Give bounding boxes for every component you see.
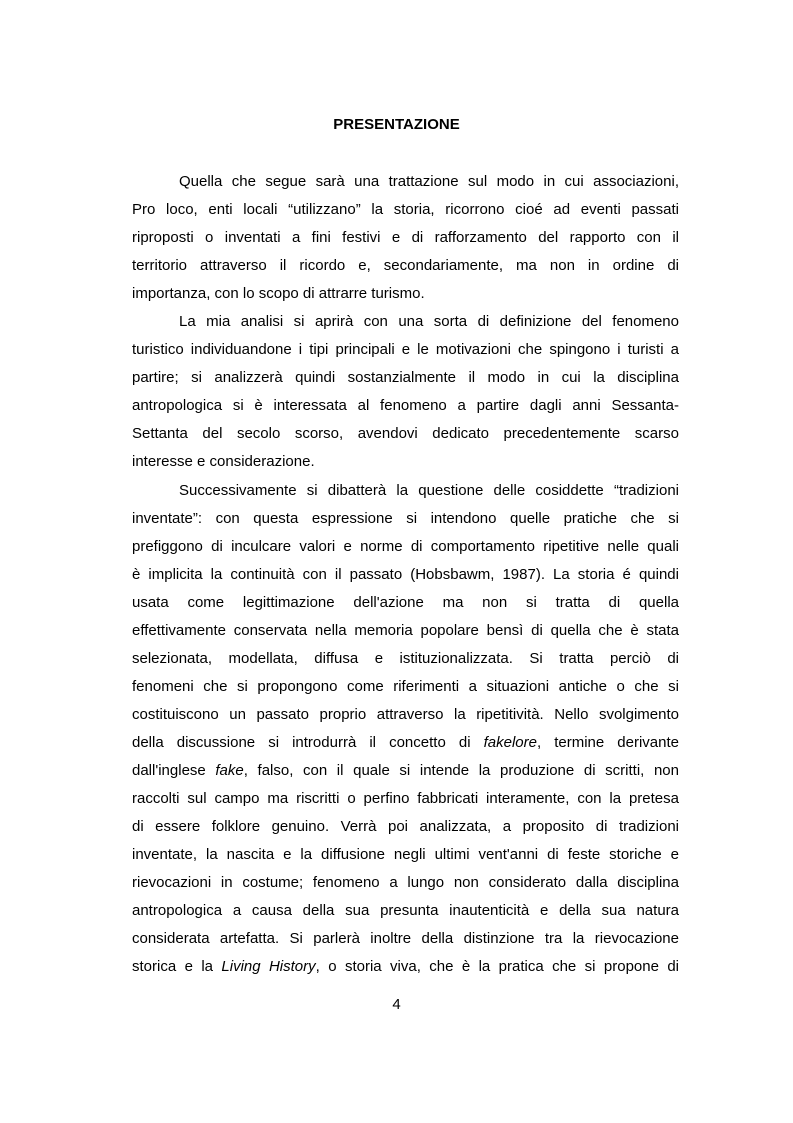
text-line: [132, 617, 679, 645]
text-segment: costituiscono un passato proprio attraverso la ripetitività. Nello svolgimento: [132, 705, 679, 723]
text-line: [132, 897, 679, 925]
text-line: [132, 785, 679, 813]
text-segment: di essere folklore genuino. Verrà poi analizzata, a proposito di tradizioni: [132, 818, 679, 836]
text-line: [132, 477, 679, 505]
page-number: 4: [392, 996, 401, 1013]
text-line: [132, 448, 679, 476]
text-segment: , o storia viva, che è la pratica che si propone di: [315, 958, 680, 976]
text-segment: importanza, con lo scopo di attrarre turismo.: [132, 285, 425, 303]
paragraph: [132, 168, 679, 308]
paragraph: [132, 308, 679, 476]
text-segment: inventate”: con questa espressione si intendono quelle pratiche che si: [132, 509, 679, 527]
text-line: [132, 168, 679, 196]
text-line: [132, 925, 679, 953]
text-segment: , falso, con il quale si intende la produzione di scritti, non: [243, 761, 679, 779]
text-line: [132, 561, 679, 589]
text-segment: interesse e considerazione.: [132, 453, 315, 471]
italic-term: fake: [215, 761, 244, 779]
text-segment: è implicita la continuità con il passato (Hobsbawm, 1987). La storia é quindi: [132, 565, 679, 583]
text-segment: usata come legittimazione dell'azione ma non si tratta di quella: [132, 593, 679, 611]
text-segment: territorio attraverso il ricordo e, secondariamente, ma non in ordine di: [132, 257, 679, 275]
text-segment: considerata artefatta. Si parlerà inoltre della distinzione tra la rievocazione: [132, 930, 679, 948]
text-segment: partire; si analizzerà quindi sostanzialmente il modo in cui la disciplina: [132, 369, 679, 387]
text-line: [132, 645, 679, 673]
text-line: [132, 953, 679, 981]
text-segment: Successivamente si dibatterà la questione delle cosiddette “tradizioni: [179, 481, 679, 499]
text-segment: turistico individuandone i tipi principali e le motivazioni che spingono i turisti a: [132, 341, 679, 359]
text-segment: Settanta del secolo scorso, avendovi dedicato precedentemente scarso: [132, 425, 679, 443]
page-title: PRESENTAZIONE: [333, 116, 460, 133]
text-line: [132, 841, 679, 869]
text-line: [132, 364, 679, 392]
text-line: [132, 224, 679, 252]
text-line: [132, 392, 679, 420]
text-segment: Pro loco, enti locali “utilizzano” la storia, ricorrono cioé ad eventi passati: [132, 201, 679, 219]
text-segment: della discussione si introdurrà il concetto di: [132, 733, 484, 751]
text-segment: storica e la: [132, 958, 222, 976]
text-line: [132, 813, 679, 841]
text-segment: La mia analisi si aprirà con una sorta di definizione del fenomeno: [179, 313, 679, 331]
text-segment: riproposti o inventati a fini festivi e di rafforzamento del rapporto con il: [132, 229, 679, 247]
italic-term: Living History: [221, 958, 316, 976]
text-line: [132, 869, 679, 897]
text-line: [132, 336, 679, 364]
text-line: [132, 701, 679, 729]
text-line: [132, 673, 679, 701]
text-segment: raccolti sul campo ma riscritti o perfino fabbricati interamente, con la pretesa: [132, 790, 679, 808]
text-line: [132, 280, 679, 308]
text-segment: dall'inglese: [132, 761, 216, 779]
text-line: [132, 196, 679, 224]
text-line: [132, 420, 679, 448]
text-segment: selezionata, modellata, diffusa e istituzionalizzata. Si tratta perciò di: [132, 649, 679, 667]
text-line: [132, 533, 679, 561]
paragraph: [132, 477, 679, 982]
text-line: [132, 589, 679, 617]
text-segment: antropologica si è interessata al fenomeno a partire dagli anni Sessanta-: [132, 397, 679, 415]
text-segment: effettivamente conservata nella memoria popolare bensì di quella che è stata: [132, 621, 679, 639]
text-line: [132, 757, 679, 785]
text-line: [132, 729, 679, 757]
text-segment: rievocazioni in costume; fenomeno a lungo non considerato dalla disciplina: [132, 874, 679, 892]
text-segment: , termine derivante: [536, 733, 679, 751]
text-segment: prefiggono di inculcare valori e norme di comportamento ripetitive nelle quali: [132, 537, 679, 555]
body-text: [132, 168, 679, 981]
italic-term: fakelore: [483, 733, 537, 751]
text-segment: fenomeni che si propongono come riferimenti a situazioni antiche o che si: [132, 677, 679, 695]
text-segment: antropologica a causa della sua presunta inautenticità e della sua natura: [132, 902, 679, 920]
text-line: [132, 252, 679, 280]
text-line: [132, 505, 679, 533]
text-segment: Quella che segue sarà una trattazione sul modo in cui associazioni,: [179, 173, 679, 190]
text-segment: inventate, la nascita e la diffusione negli ultimi vent'anni di feste storiche e: [132, 846, 679, 864]
text-line: [132, 308, 679, 336]
